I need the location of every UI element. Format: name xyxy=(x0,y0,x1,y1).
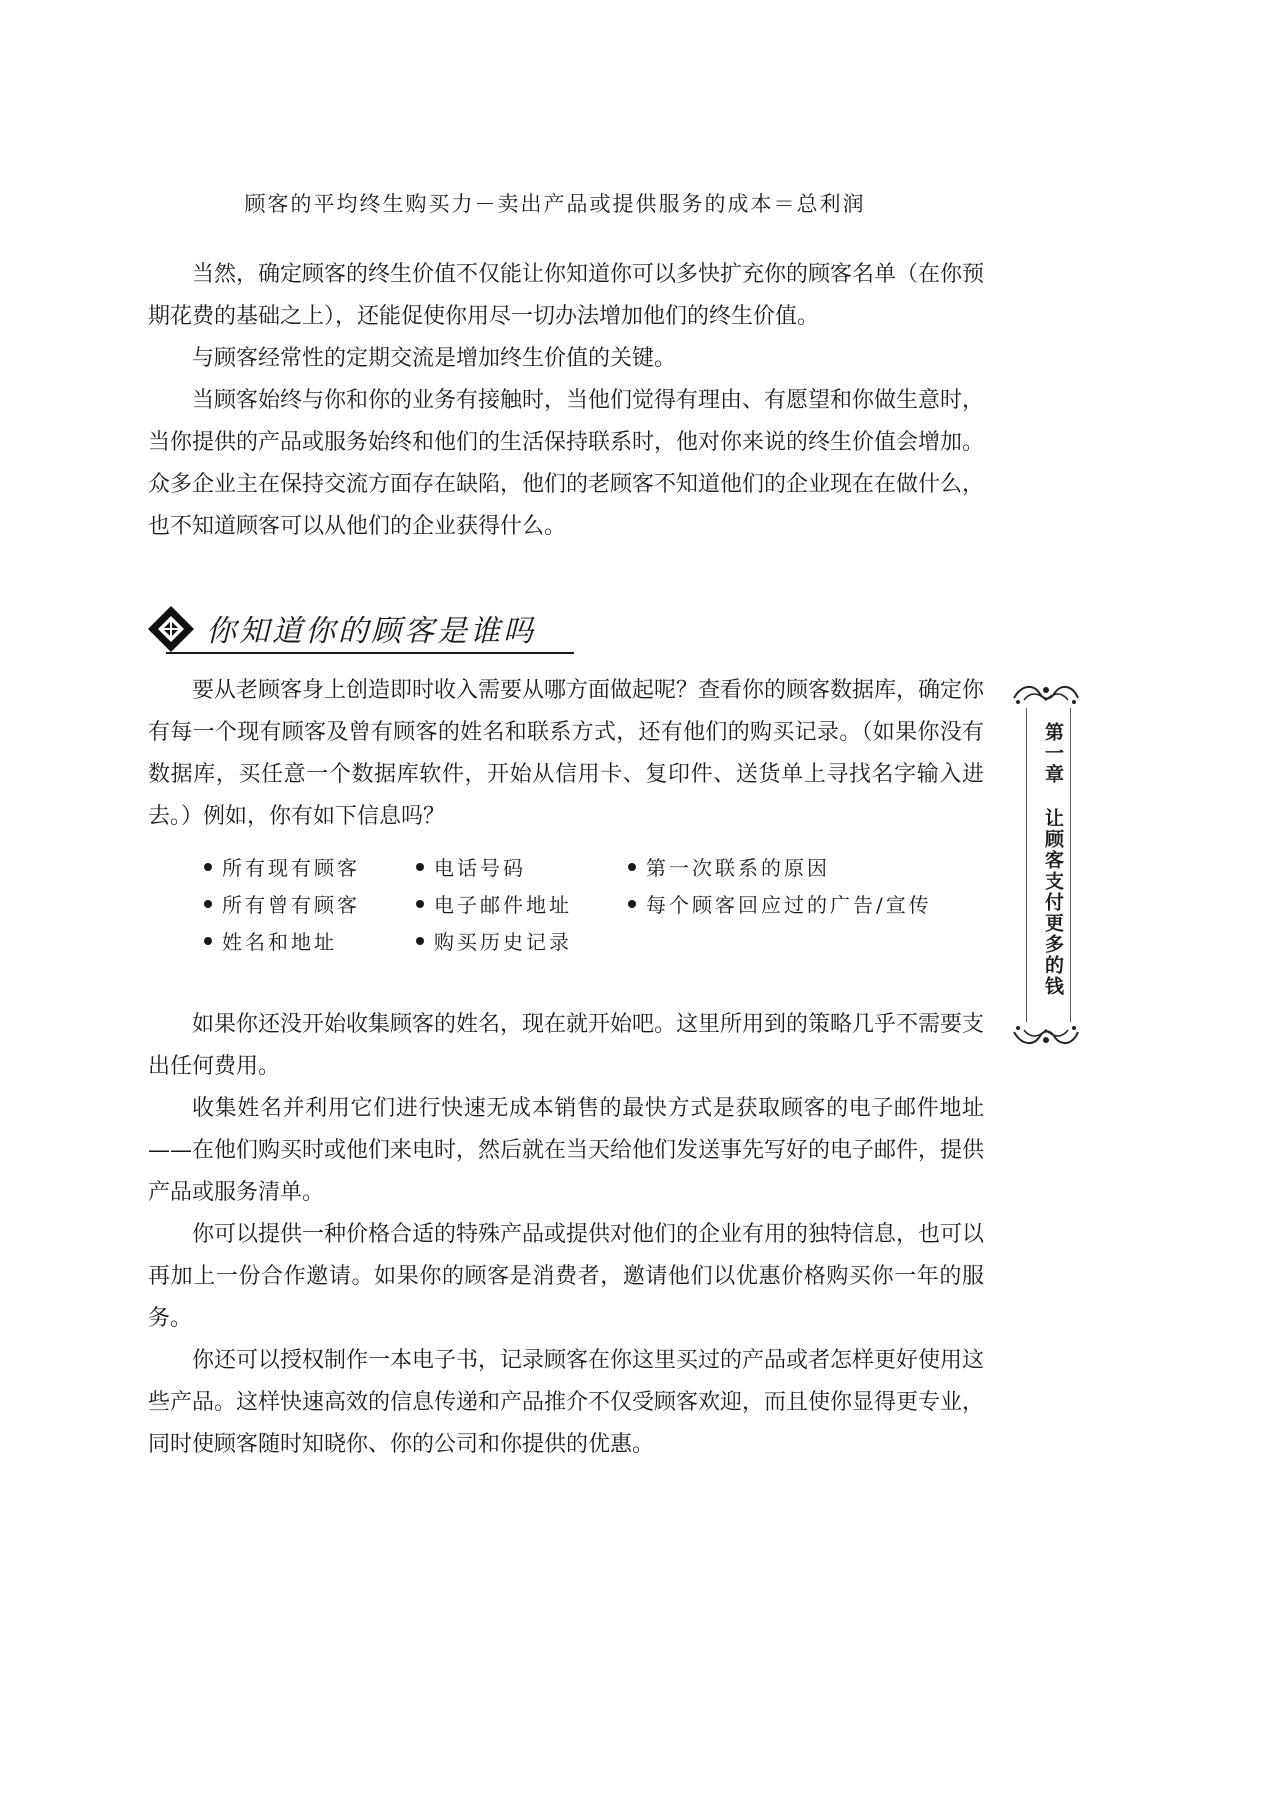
paragraph: 要从老顾客身上创造即时收入需要从哪方面做起呢？查看你的顾客数据库，确定你有每一个现有顾客及曾有顾客的姓名和联系方式，还有他们的购买记录。（如果你没有数据库，买任意一个数据库软件，开始从信用卡、复印件、送货单上寻找名字输入进去。）例如，你有如下信息吗？ xyxy=(148,678,985,829)
checklist-column xyxy=(416,852,572,963)
sidebar-rule xyxy=(1070,708,1071,1022)
paragraph: 当然，确定顾客的终生价值不仅能让你知道你可以多快扩充你的顾客名单（在你预期花费的基础之上），还能促使你用尽一切办法增加他们的终生价值。 xyxy=(148,262,985,329)
section-heading xyxy=(146,600,574,656)
bullet-icon xyxy=(416,863,424,871)
list-item-label: 所有现有顾客 xyxy=(222,856,360,880)
paragraph: 你还可以授权制作一本电子书，记录顾客在你这里买过的产品或者怎样更好使用这些产品。这样快速高效的信息传递和产品推介不仅受顾客欢迎，而且使你显得更专业，同时使顾客随时知晓你、你的公司和你提供的优惠。 xyxy=(148,1348,985,1457)
list-item xyxy=(204,889,360,926)
list-item xyxy=(628,852,932,889)
list-item xyxy=(416,926,572,963)
list-item-label: 购买历史记录 xyxy=(434,930,572,954)
chapter-title: 让顾客支付更多的钱 xyxy=(1042,808,1064,997)
bullet-icon xyxy=(628,900,636,908)
paragraph: 如果你还没开始收集顾客的姓名，现在就开始吧。这里所用到的策略几乎不需要支出任何费用。 xyxy=(148,1012,985,1079)
list-item-label: 姓名和地址 xyxy=(222,930,337,954)
chapter-sidebar xyxy=(1008,680,1084,1050)
scroll-flourish-icon xyxy=(1010,1022,1082,1050)
checklist-column xyxy=(628,852,932,926)
checklist-column xyxy=(204,852,360,963)
bullet-icon xyxy=(416,900,424,908)
list-item-label: 电话号码 xyxy=(434,856,526,880)
list-item-label: 每个顾客回应过的广告/宣传 xyxy=(646,893,932,917)
paragraph: 当顾客始终与你和你的业务有接触时，当他们觉得有理由、有愿望和你做生意时，当你提供的产品或服务始终和他们的生活保持联系时，他对你来说的终生价值会增加。众多企业主在保持交流方面存在缺陷，他们的老顾客不知道他们的企业现在在做什么，也不知道顾客可以从他们的企业获得什么。 xyxy=(148,388,985,539)
list-item-label: 电子邮件地址 xyxy=(434,893,572,917)
list-item xyxy=(204,852,360,889)
list-item xyxy=(628,889,932,926)
section-title: 你知道你的顾客是谁吗 xyxy=(206,614,536,649)
bullet-icon xyxy=(204,900,212,908)
chapter-number: 第一章 xyxy=(1042,722,1064,785)
paragraph: 你可以提供一种价格合适的特殊产品或提供对他们的企业有用的独特信息，也可以再加上一份合作邀请。如果你的顾客是消费者，邀请他们以优惠价格购买你一年的服务。 xyxy=(148,1222,985,1331)
sidebar-rule xyxy=(1026,708,1027,1022)
bullet-icon xyxy=(628,863,636,871)
list-item xyxy=(204,926,360,963)
list-item-label: 所有曾有顾客 xyxy=(222,893,360,917)
intro-paragraphs xyxy=(148,254,984,548)
bullet-icon xyxy=(204,863,212,871)
closing-paragraphs xyxy=(148,1004,984,1466)
paragraph: 收集姓名并利用它们进行快速无成本销售的最快方式是获取顾客的电子邮件地址——在他们购买时或他们来电时，然后就在当天给他们发送事先写好的电子邮件，提供产品或服务清单。 xyxy=(148,1096,985,1205)
bullet-icon xyxy=(416,937,424,945)
paragraph: 与顾客经常性的定期交流是增加终生价值的关键。 xyxy=(192,346,677,371)
list-item xyxy=(416,889,572,926)
bullet-icon xyxy=(204,937,212,945)
heading-underline xyxy=(166,652,574,654)
diamond-ornament-icon xyxy=(146,604,196,654)
scroll-flourish-icon xyxy=(1010,680,1082,708)
section-intro xyxy=(148,670,984,838)
profit-formula: 顾客的平均终生购买力－卖出产品或提供服务的成本＝总利润 xyxy=(244,192,866,216)
list-item-label: 第一次联系的原因 xyxy=(646,856,830,880)
info-checklist xyxy=(204,852,964,972)
list-item xyxy=(416,852,572,889)
